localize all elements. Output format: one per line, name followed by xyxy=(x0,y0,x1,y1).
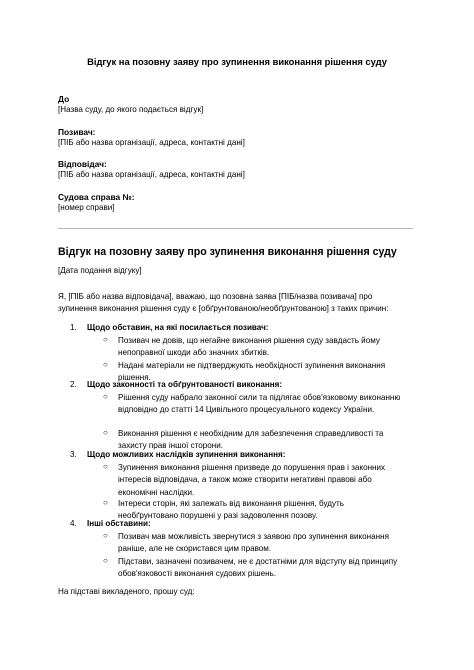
case-number-label: Судова справа №: xyxy=(58,192,135,202)
section-4-number: 4. xyxy=(70,519,77,528)
section-divider xyxy=(58,228,413,229)
section-1-title: Щодо обставин, на які посилається позивач: xyxy=(87,323,269,332)
plaintiff-label: Позивач: xyxy=(58,127,96,137)
section-4-bullet-2: Підстави, зазначені позивачем, не є достатніми для відступу від принципу обов'язковості виконання судових рішень. xyxy=(118,557,398,579)
section-4-title: Інші обставини: xyxy=(87,519,151,528)
bullet-icon: ○ xyxy=(103,462,108,471)
defendant-value: [ПІБ або назва організації, адреса, контактні дані] xyxy=(58,170,245,179)
closing-line: На підставі викладеного, прошу суд: xyxy=(58,587,195,596)
bullet-icon: ○ xyxy=(103,556,108,565)
court-value: [Назва суду, до якого подається відгук] xyxy=(58,105,204,114)
section-2-bullet-2: Виконання рішення є необхідним для забезпечення справедливості та захисту прав іншої сторони. xyxy=(118,429,384,451)
section-2-number: 2. xyxy=(70,380,77,389)
section-3-number: 3. xyxy=(70,450,77,459)
response-heading: Відгук на позовну заяву про зупинення виконання рішення суду xyxy=(58,246,397,258)
section-3-bullet-1: Зупинення виконання рішення призведе до порушення прав і законних інтересів відповідача, а також може створити негативні правові або економічні наслідки. xyxy=(118,463,386,497)
bullet-icon: ○ xyxy=(103,360,108,369)
case-number-value: [номер справи] xyxy=(58,203,115,212)
section-1-bullet-1: Позивач не довів, що негайне виконання рішення суду завдасть йому непоправної шкоди або значних збитків. xyxy=(118,336,380,358)
section-3-title: Щодо можливих наслідків зупинення виконання: xyxy=(87,450,286,459)
bullet-icon: ○ xyxy=(103,392,108,401)
bullet-icon: ○ xyxy=(103,531,108,540)
document-title: Відгук на позовну заяву про зупинення виконання рішення суду xyxy=(87,56,387,67)
section-3-bullet-2: Інтереси сторін, які залежать від виконання рішення, будуть необґрунтовано порушені у разі задоволення позову. xyxy=(118,499,344,521)
intro-paragraph: Я, [ПІБ або назва відповідача], вважаю, що позовна заява [ПІБ/назва позивача] про зупинення виконання рішення суду є [обґрунтованою/необґрунтованою] з таких причин: xyxy=(58,292,389,314)
section-1-number: 1. xyxy=(70,323,77,332)
bullet-icon: ○ xyxy=(103,428,108,437)
bullet-icon: ○ xyxy=(103,335,108,344)
section-1-bullet-2: Надані матеріали не підтверджують необхідності зупинення виконання рішення. xyxy=(118,361,386,383)
plaintiff-value: [ПІБ або назва організації, адреса, контактні дані] xyxy=(58,138,245,147)
submission-date: [Дата подання відгуку] xyxy=(58,266,142,275)
court-label: До xyxy=(58,94,70,104)
defendant-label: Відповідач: xyxy=(58,159,107,169)
bullet-icon: ○ xyxy=(103,498,108,507)
section-2-bullet-1: Рішення суду набрало законної сили та підлягає обов'язковому виконанню відповідно до статті 14 Цивільного процесуального кодексу України. xyxy=(118,393,401,415)
section-4-bullet-1: Позивач мав можливість звернутися з заявою про зупинення виконання раніше, але не скористався цим правом. xyxy=(118,532,389,554)
section-2-title: Щодо законності та обґрунтованості виконання: xyxy=(87,380,283,389)
